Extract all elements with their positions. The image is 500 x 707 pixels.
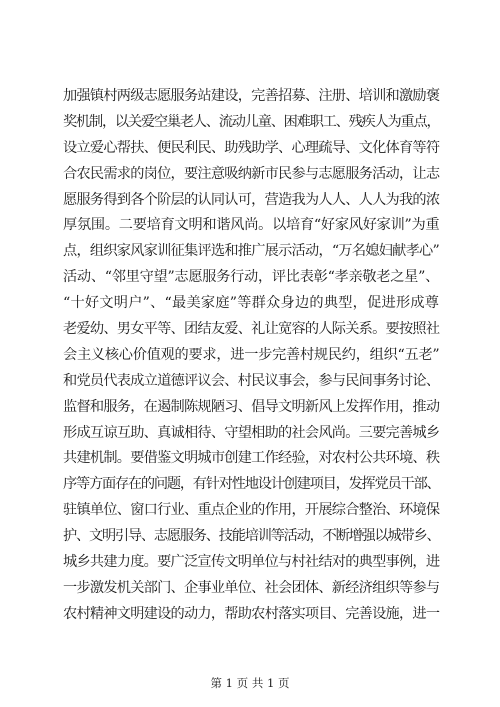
text-line: 愿服务得到各个阶层的认同认可，营造我为人人、人人为我的浓	[63, 191, 440, 208]
text-line: 设立爱心帮扶、便民利民、助残助学、心理疏导、文化体育等符	[63, 139, 440, 156]
text-line: 监督和服务，在遏制陈规陋习、倡导文明新风上发挥作用，推动	[63, 398, 440, 415]
text-line: 加强镇村两级志愿服务站建设，完善招募、注册、培训和激励褒	[63, 88, 440, 104]
text-line: 护、文明引导、志愿服务、技能培训等活动，不断增强以城带乡、	[63, 528, 440, 545]
text-line: 点，组织家风家训征集评选和推广展示活动，“万名媳妇献孝心”	[63, 243, 439, 260]
text-line: 厚氛围。二要培育文明和谐风尚。以培育“好家风好家训”为重	[63, 217, 440, 234]
text-line: 一步激发机关部门、企事业单位、社会团体、新经济组织等参与	[63, 579, 440, 596]
page-footer: 第 1 页 共 1 页	[210, 676, 290, 690]
text-line: 合农民需求的岗位，要注意吸纳新市民参与志愿服务活动，让志	[63, 165, 440, 182]
text-line: “十好文明户”、“最美家庭”等群众身边的典型，促进形成尊	[63, 295, 439, 312]
text-line: 序等方面存在的问题，有针对性地设计创建项目，发挥党员干部、	[63, 476, 440, 493]
text-line: 共建机制。要借鉴文明城市创建工作经验，对农村公共环境、秩	[63, 450, 440, 467]
document-body	[63, 84, 439, 628]
text-line: 奖机制，以关爱空巢老人、流动儿童、困难职工、残疾人为重点，	[63, 113, 440, 130]
text-line: 活动、“邻里守望”志愿服务行动，评比表彰“孝亲敬老之星”、	[63, 269, 439, 286]
text-line: 会主义核心价值观的要求，进一步完善村规民约，组织“五老”	[63, 346, 440, 363]
text-line: 城乡共建力度。要广泛宣传文明单位与村社结对的典型事例，进	[63, 554, 440, 571]
text-line: 老爱幼、男女平等、团结友爱、礼让宽容的人际关系。要按照社	[63, 321, 440, 338]
text-line: 农村精神文明建设的动力，帮助农村落实项目、完善设施，进一	[63, 605, 440, 622]
text-line: 形成互谅互助、真诚相待、守望相助的社会风尚。三要完善城乡	[63, 424, 440, 441]
text-line: 驻镇单位、窗口行业、重点企业的作用，开展综合整治、环境保	[63, 502, 440, 519]
text-line: 和党员代表成立道德评议会、村民议事会，参与民间事务讨论、	[63, 372, 440, 389]
